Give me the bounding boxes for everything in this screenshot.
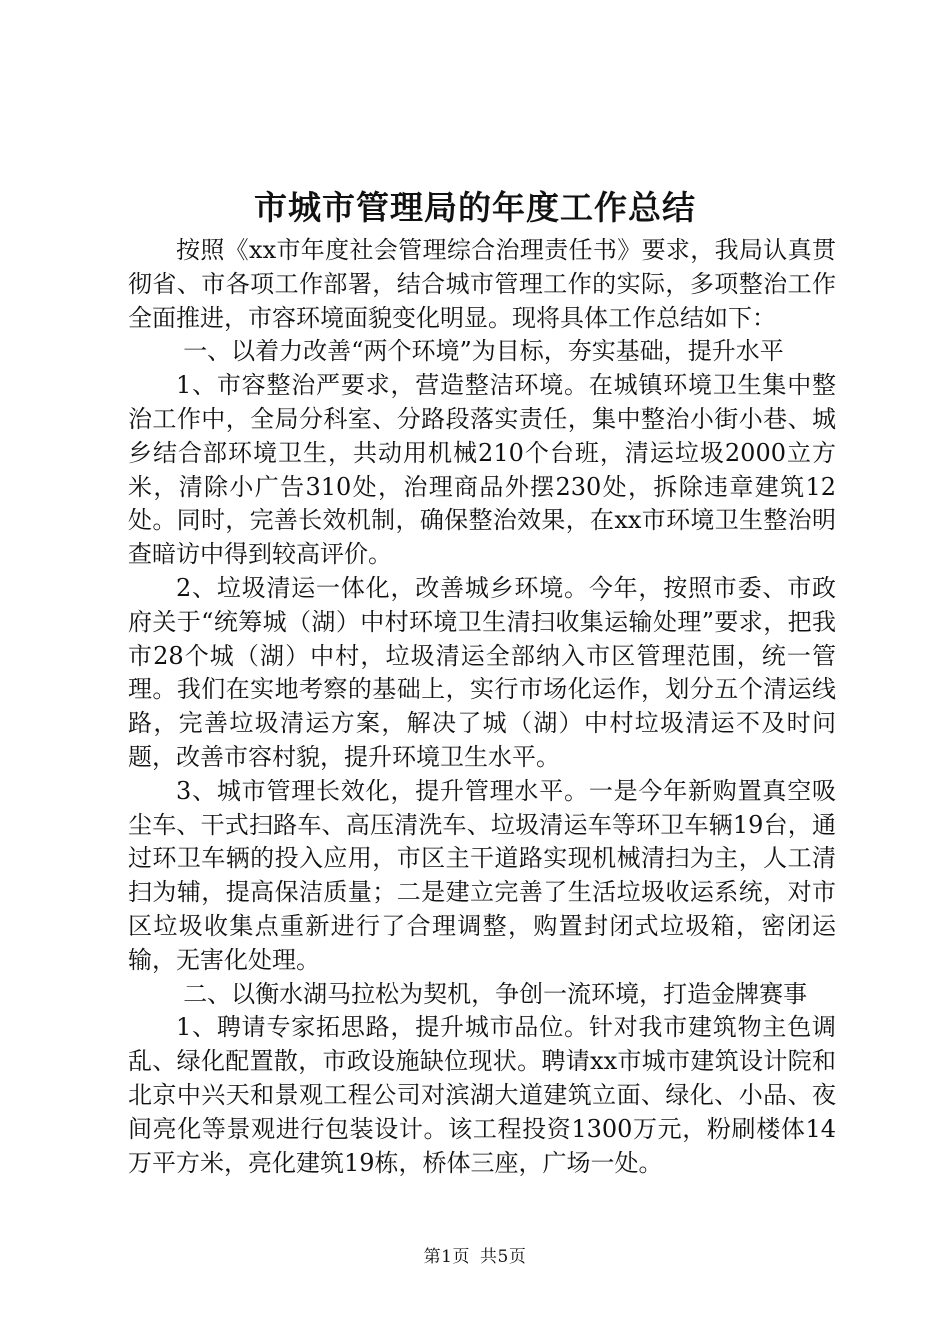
body-paragraph: 2、垃圾清运一体化，改善城乡环境。今年，按照市委、市政府关于“统筹城（湖）中村环境卫生清扫收集运输处理”要求，把我市28个城（湖）中村，垃圾清运全部纳入市区管理范围，统一管理。我们在实地考察的基础上，实行市场化运作，划分五个清运线路，完善垃圾清运方案，解决了城（湖）中村垃圾清运不及时问题，改善市容村貌，提升环境卫生水平。 (128, 573, 836, 771)
body-paragraph: 1、市容整治严要求，营造整洁环境。在城镇环境卫生集中整治工作中，全局分科室、分路段落实责任，集中整治小街小巷、城乡结合部环境卫生，共动用机械210个台班，清运垃圾2000立方米，清除小广告310处，治理商品外摆230处，拆除违章建筑12处。同时，完善长效机制，确保整治效果，在xx市环境卫生整治明查暗访中得到较高评价。 (128, 371, 836, 569)
body-paragraph: 3、城市管理长效化，提升管理水平。一是今年新购置真空吸尘车、干式扫路车、高压清洗车、垃圾清运车等环卫车辆19台，通过环卫车辆的投入应用，市区主干道路实现机械清扫为主，人工清扫为辅，提高保洁质量；二是建立完善了生活垃圾收运系统，对市区垃圾收集点重新进行了合理调整，购置封闭式垃圾箱，密闭运输，无害化处理。 (128, 776, 836, 974)
section-heading-2: 二、以衡水湖马拉松为契机，争创一流环境，打造金牌赛事 (183, 979, 808, 1008)
page-number: 第1页 (423, 1247, 470, 1267)
page-total: 共5页 (480, 1247, 527, 1267)
section-heading-1: 一、以着力改善“两个环境”为目标，夯实基础，提升水平 (183, 337, 784, 366)
intro-paragraph: 按照《xx市年度社会管理综合治理责任书》要求，我局认真贯彻省、市各项工作部署，结合城市管理工作的实际，多项整治工作全面推进，市容环境面貌变化明显。现将具体工作总结如下： (128, 236, 836, 332)
document-body (128, 234, 836, 1180)
page-footer (0, 1242, 950, 1267)
document-title: 市城市管理局的年度工作总结 (254, 188, 696, 227)
body-paragraph: 1、聘请专家拓思路，提升城市品位。针对我市建筑物主色调乱、绿化配置散，市政设施缺位现状。聘请xx市城市建筑设计院和北京中兴天和景观工程公司对滨湖大道建筑立面、绿化、小品、夜间亮化等景观进行包装设计。该工程投资1300万元，粉刷楼体14万平方米，亮化建筑19栋，桥体三座，广场一处。 (128, 1013, 836, 1177)
